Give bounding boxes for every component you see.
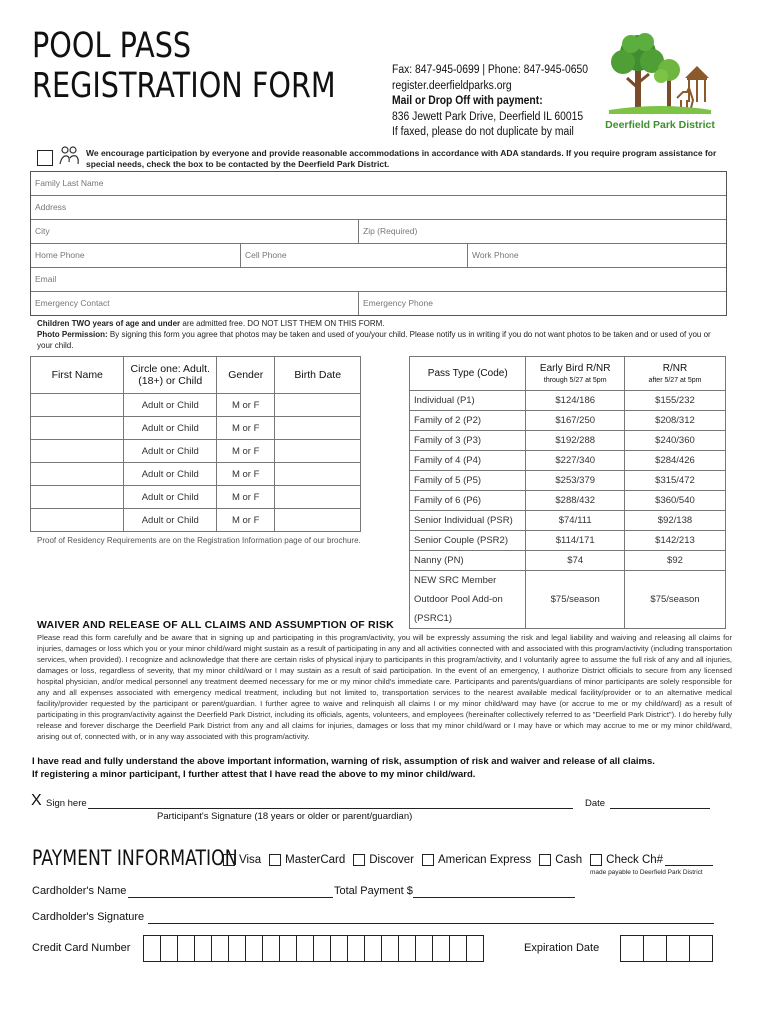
- table-row: [410, 511, 726, 531]
- src-regular-price: $75/season: [624, 571, 725, 629]
- contact-fax-phone: Fax: 847-945-0699 | Phone: 847-945-0650: [392, 64, 589, 76]
- pass-type[interactable]: Senior Couple (PSR2): [410, 531, 526, 551]
- participants-header-row: [31, 357, 361, 394]
- pass-type[interactable]: Family of 3 (P3): [410, 431, 526, 451]
- cell-phone-field[interactable]: Cell Phone: [240, 244, 467, 267]
- gender-header: Gender: [216, 357, 274, 394]
- card-digit-box[interactable]: [347, 935, 364, 962]
- registration-notes: [37, 318, 727, 351]
- attestation: [32, 755, 655, 781]
- table-row: [31, 509, 361, 532]
- waiver-body: Please read this form carefully and be aware that in signing up and participating in this program/activity, you will be expressly assuming the risk and legal liability and waiving and releasing all claims for injuries, damages or loss which you or your minor child/ward might sustain as a result of participating in any and all activities connected with and associated with this program/activity (including transportation services, when provided). I recognize and acknowledge that there are certain risks of physical injury to participants in this program/activity, and I voluntarily agree to assume the full risk of any and all injuries, damages or loss, regardless of severity, that my minor child/ward or I may sustain as a result of said participation. In the event of an emergency, I authorize District officials to secure from any licensed hospital physician, and/or medical personnel any treatment deemed necessary for me or my minor child's immediate care. Participants and parents/guardians of minor participants are solely responsible for any and all expenses associated with emergency medical treatment, including but not limited to, transportation services to the nearest available medical facility/provider or to an alternative medical facility/provider requested by the participant or parent/guardian. I further agree to waive and relinquish all claims I or my minor child/ward may have (or accrue to me or my child/ward) as a result of participating in this program/activity against the Deerfield Park District, including its officials, agents, volunteers, and employees (hereinafter collectively referred to as "Deerfield Park District"). I do hereby fully release and forever discharge the Deerfield Park District from any and all claims for injuries, damages or loss that my minor child/ward or I may have or which may accrue to me or my minor child/ward, arising out of, connected with, or in any way associated with this program/activity.: [37, 633, 732, 741]
- pass-type[interactable]: Family of 2 (P2): [410, 411, 526, 431]
- pass-type[interactable]: Individual (P1): [410, 391, 526, 411]
- first-name-input[interactable]: [31, 417, 124, 440]
- payment-option-mastercard[interactable]: MasterCard: [269, 854, 345, 866]
- card-digit-box[interactable]: [415, 935, 432, 962]
- early-price: $167/250: [526, 411, 624, 431]
- early-price: $253/379: [526, 471, 624, 491]
- check-number-line[interactable]: [665, 854, 713, 866]
- regular-price: $142/213: [624, 531, 725, 551]
- gender-choice[interactable]: M or F: [216, 440, 274, 463]
- checkbox[interactable]: [422, 854, 434, 866]
- emergency-row: [31, 292, 726, 315]
- table-row: [31, 463, 361, 486]
- regular-price: $208/312: [624, 411, 725, 431]
- card-digit-box[interactable]: [398, 935, 415, 962]
- birth-date-input[interactable]: [275, 486, 361, 509]
- regular-price: $92/138: [624, 511, 725, 531]
- payment-option-visa[interactable]: Visa: [223, 854, 261, 866]
- waiver-title: WAIVER AND RELEASE OF ALL CLAIMS AND ASSUMPTION OF RISK: [37, 619, 394, 631]
- birth-date-input[interactable]: [275, 440, 361, 463]
- total-payment-label: Total Payment $: [334, 885, 413, 897]
- payment-options: [223, 854, 721, 866]
- card-digit-box[interactable]: [449, 935, 466, 962]
- table-row: [410, 431, 726, 451]
- zip-field[interactable]: Zip (Required): [358, 220, 726, 243]
- card-digit-box[interactable]: [177, 935, 194, 962]
- card-digit-box[interactable]: [211, 935, 228, 962]
- sign-here-label: Sign here: [46, 798, 87, 809]
- table-row: [410, 411, 726, 431]
- card-digit-box[interactable]: [313, 935, 330, 962]
- work-phone-field[interactable]: Work Phone: [467, 244, 726, 267]
- table-row: [410, 391, 726, 411]
- regular-header: R/NR after 5/27 at 5pm: [624, 357, 725, 391]
- expiration-date-label: Expiration Date: [524, 942, 600, 954]
- children-note: Children TWO years of age and under are admitted free. DO NOT LIST THEM ON THIS FORM.: [37, 319, 385, 328]
- regular-price: $315/472: [624, 471, 725, 491]
- pass-type-header: Pass Type (Code): [410, 357, 526, 391]
- card-digit-box[interactable]: [143, 935, 160, 962]
- logo-text: Deerfield Park District: [605, 119, 715, 131]
- expiration-digit-box[interactable]: [666, 935, 689, 962]
- early-bird-header: Early Bird R/NR through 5/27 at 5pm: [526, 357, 624, 391]
- early-price: $74/111: [526, 511, 624, 531]
- card-digit-box[interactable]: [194, 935, 211, 962]
- gender-choice[interactable]: M or F: [216, 394, 274, 417]
- card-number-boxes[interactable]: [143, 935, 484, 962]
- card-digit-box[interactable]: [381, 935, 398, 962]
- signature-x-mark: X: [31, 792, 42, 809]
- first-name-header: First Name: [31, 357, 124, 394]
- card-digit-box[interactable]: [364, 935, 381, 962]
- birth-date-input[interactable]: [275, 509, 361, 532]
- expiration-boxes[interactable]: [620, 935, 713, 962]
- pass-type[interactable]: Family of 6 (P6): [410, 491, 526, 511]
- pass-type[interactable]: Senior Individual (PSR): [410, 511, 526, 531]
- form-title: [32, 26, 336, 106]
- table-row: [410, 551, 726, 571]
- early-price: $192/288: [526, 431, 624, 451]
- city-field[interactable]: City: [35, 226, 50, 236]
- early-price: $114/171: [526, 531, 624, 551]
- gender-choice[interactable]: M or F: [216, 509, 274, 532]
- family-info-form: [30, 171, 727, 316]
- card-digit-box[interactable]: [330, 935, 347, 962]
- contact-website: register.deerfieldparks.org: [392, 79, 512, 92]
- table-row: [31, 394, 361, 417]
- first-name-input[interactable]: [31, 394, 124, 417]
- pass-header-row: [410, 357, 726, 391]
- regular-price: $92: [624, 551, 725, 571]
- card-digit-box[interactable]: [466, 935, 484, 962]
- family-last-name-row: [31, 172, 726, 196]
- table-row: [410, 571, 726, 629]
- park-district-logo: [605, 28, 715, 136]
- payment-option-amex[interactable]: American Express: [422, 854, 531, 866]
- birth-date-input[interactable]: [275, 417, 361, 440]
- address-field[interactable]: Address: [35, 202, 67, 212]
- adult-child-choice[interactable]: Adult or Child: [124, 417, 216, 440]
- photo-permission-note: Photo Permission: By signing this form you agree that photos may be taken and used of you/your child. Please notify us in writing if you do not want photos to be taken and or used of you or your child.: [37, 330, 711, 350]
- contact-info: [392, 63, 588, 141]
- family-last-name-field[interactable]: Family Last Name: [35, 178, 104, 188]
- adult-child-choice[interactable]: Adult or Child: [124, 509, 216, 532]
- card-digit-box[interactable]: [296, 935, 313, 962]
- pass-pricing-table: [409, 356, 726, 629]
- first-name-input[interactable]: [31, 440, 124, 463]
- title-line-1: POOL PASS: [32, 26, 192, 66]
- contact-fax-note: If faxed, please do not duplicate by mail: [392, 126, 574, 138]
- home-phone-field[interactable]: Home Phone: [35, 250, 85, 260]
- expiration-digit-box[interactable]: [643, 935, 666, 962]
- early-price: $227/340: [526, 451, 624, 471]
- gender-choice[interactable]: M or F: [216, 417, 274, 440]
- payment-option-check[interactable]: Check Ch#: [590, 854, 713, 866]
- adult-child-header: Circle one: Adult.(18+) or Child: [124, 357, 216, 394]
- adult-child-choice[interactable]: Adult or Child: [124, 463, 216, 486]
- regular-price: $155/232: [624, 391, 725, 411]
- checkbox[interactable]: [223, 854, 235, 866]
- address-row: [31, 196, 726, 220]
- check-payable-note: made payable to Deerfield Park District: [590, 869, 703, 876]
- table-row: [31, 440, 361, 463]
- first-name-input[interactable]: [31, 486, 124, 509]
- date-label: Date: [585, 798, 606, 809]
- attestation-line-2: If registering a minor participant, I further attest that I have read the above to my minor child/ward.: [32, 769, 476, 780]
- early-price: $124/186: [526, 391, 624, 411]
- checkbox[interactable]: [590, 854, 602, 866]
- contact-address: 836 Jewett Park Drive, Deerfield IL 60015: [392, 110, 584, 123]
- accessibility-icon: [58, 146, 80, 171]
- expiration-digit-box[interactable]: [689, 935, 713, 962]
- early-price: $288/432: [526, 491, 624, 511]
- participants-table: [30, 356, 361, 532]
- emergency-phone-field[interactable]: Emergency Phone: [358, 292, 726, 315]
- checkbox[interactable]: [269, 854, 281, 866]
- gender-choice[interactable]: M or F: [216, 463, 274, 486]
- card-digit-box[interactable]: [245, 935, 262, 962]
- src-addon-type[interactable]: NEW SRC Member Outdoor Pool Add-on (PSRC1): [410, 571, 526, 629]
- title-line-2: REGISTRATION FORM: [32, 66, 336, 106]
- residency-note: Proof of Residency Requirements are on the Registration Information page of our brochure.: [37, 536, 361, 545]
- table-row: [31, 486, 361, 509]
- card-digit-box[interactable]: [262, 935, 279, 962]
- card-digit-box[interactable]: [279, 935, 296, 962]
- attestation-line-1: I have read and fully understand the above important information, warning of risk, assumption of risk and waiver and release of all claims.: [32, 756, 655, 767]
- regular-price: $360/540: [624, 491, 725, 511]
- checkbox[interactable]: [353, 854, 365, 866]
- first-name-input[interactable]: [31, 509, 124, 532]
- table-row: [410, 531, 726, 551]
- first-name-input[interactable]: [31, 463, 124, 486]
- checkbox[interactable]: [539, 854, 551, 866]
- ada-notice: We encourage participation by everyone and provide reasonable accommodations in accordance with ADA standards. If you require program assistance for special needs, check the box to be contacted by the Deerfield Park District.: [86, 148, 717, 169]
- birth-date-input[interactable]: [275, 463, 361, 486]
- table-row: [410, 471, 726, 491]
- expiration-digit-box[interactable]: [620, 935, 643, 962]
- cardholder-signature-line[interactable]: [148, 923, 714, 924]
- table-row: [410, 491, 726, 511]
- gender-choice[interactable]: M or F: [216, 486, 274, 509]
- cardholder-name-line[interactable]: [128, 897, 333, 898]
- regular-price: $240/360: [624, 431, 725, 451]
- payment-option-cash[interactable]: Cash: [539, 854, 582, 866]
- cardholder-name-label: Cardholder's Name: [32, 885, 127, 897]
- card-digit-box[interactable]: [228, 935, 245, 962]
- adult-child-choice[interactable]: Adult or Child: [124, 486, 216, 509]
- city-zip-row: [31, 220, 726, 244]
- ada-checkbox[interactable]: [37, 150, 53, 166]
- card-number-label: Credit Card Number: [32, 942, 131, 954]
- phones-row: [31, 244, 726, 268]
- pass-type[interactable]: Nanny (PN): [410, 551, 526, 571]
- signature-caption: Participant's Signature (18 years or older or parent/guardian): [157, 811, 413, 822]
- regular-price: $284/426: [624, 451, 725, 471]
- total-payment-line[interactable]: [413, 897, 575, 898]
- adult-child-choice[interactable]: Adult or Child: [124, 394, 216, 417]
- email-row: [31, 268, 726, 292]
- emergency-contact-field[interactable]: Emergency Contact: [35, 298, 110, 308]
- early-price: $74: [526, 551, 624, 571]
- table-row: [410, 451, 726, 471]
- pass-type[interactable]: Family of 4 (P4): [410, 451, 526, 471]
- card-digit-box[interactable]: [160, 935, 177, 962]
- birth-date-header: Birth Date: [275, 357, 361, 394]
- date-line[interactable]: [610, 808, 710, 809]
- card-digit-box[interactable]: [432, 935, 449, 962]
- pass-type[interactable]: Family of 5 (P5): [410, 471, 526, 491]
- src-early-price: $75/season: [526, 571, 624, 629]
- payment-title: PAYMENT INFORMATION: [32, 846, 238, 870]
- cardholder-signature-label: Cardholder's Signature: [32, 911, 145, 923]
- signature-line[interactable]: [88, 808, 573, 809]
- tree-icon: [605, 28, 715, 136]
- email-field[interactable]: Email: [35, 274, 57, 284]
- payment-option-discover[interactable]: Discover: [353, 854, 414, 866]
- contact-mail-heading: Mail or Drop Off with payment:: [392, 95, 543, 107]
- adult-child-choice[interactable]: Adult or Child: [124, 440, 216, 463]
- birth-date-input[interactable]: [275, 394, 361, 417]
- table-row: [31, 417, 361, 440]
